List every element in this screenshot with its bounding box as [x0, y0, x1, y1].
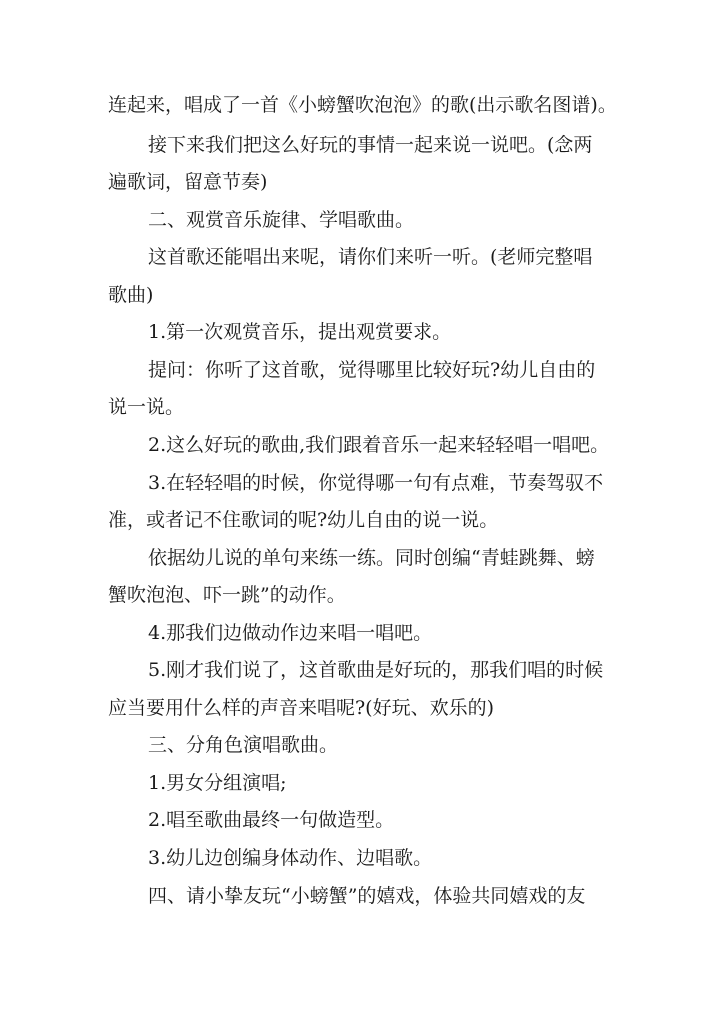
text-line: 1.第一次观赏音乐，提出观赏要求。 [148, 321, 452, 343]
text-line: 2.唱至歌曲最终一句做造型。 [148, 809, 395, 831]
text-line: 这首歌还能唱出来呢，请你们来听一听。(老师完整唱 [148, 246, 593, 268]
text-line: 接下来我们把这么好玩的事情一起来说一说吧。(念两 [148, 134, 593, 156]
section-heading: 二、观赏音乐旋律、学唱歌曲。 [148, 209, 415, 231]
section-heading: 三、分角色演唱歌曲。 [148, 734, 339, 756]
text-line: 提问：你听了这首歌，觉得哪里比较好玩?幼儿自由的 [148, 359, 596, 381]
text-line: 依据幼儿说的单句来练一练。同时创编“青蛙跳舞、螃 [148, 547, 595, 569]
text-line: 5.刚才我们说了，这首歌曲是好玩的，那我们唱的时候 [148, 659, 604, 681]
text-line: 2.这么好玩的歌曲,我们跟着音乐一起来轻轻唱一唱吧。 [148, 434, 610, 456]
text-line: 歌曲) [108, 284, 154, 306]
text-line: 应当要用什么样的声音来唱呢?(好玩、欢乐的) [108, 697, 495, 719]
text-line: 3.在轻轻唱的时候，你觉得哪一句有点难，节奏驾驭不 [148, 472, 604, 494]
text-line: 说一说。 [108, 396, 185, 418]
text-line: 4.那我们边做动作边来唱一唱吧。 [148, 622, 433, 644]
text-line: 遍歌词，留意节奏) [108, 171, 268, 193]
text-line: 1.男女分组演唱; [148, 772, 287, 794]
text-line: 准，或者记不住歌词的呢?幼儿自由的说一说。 [108, 509, 499, 531]
text-line: 3.幼儿边创编身体动作、边唱歌。 [148, 847, 433, 869]
text-line: 蟹吹泡泡、吓一跳”的动作。 [108, 584, 346, 606]
text-line: 连起来，唱成了一首《小螃蟹吹泡泡》的歌(出示歌名图谱)。 [108, 94, 617, 116]
section-heading: 四、请小挚友玩“小螃蟹”的嬉戏，体验共同嬉戏的友 [148, 885, 586, 907]
